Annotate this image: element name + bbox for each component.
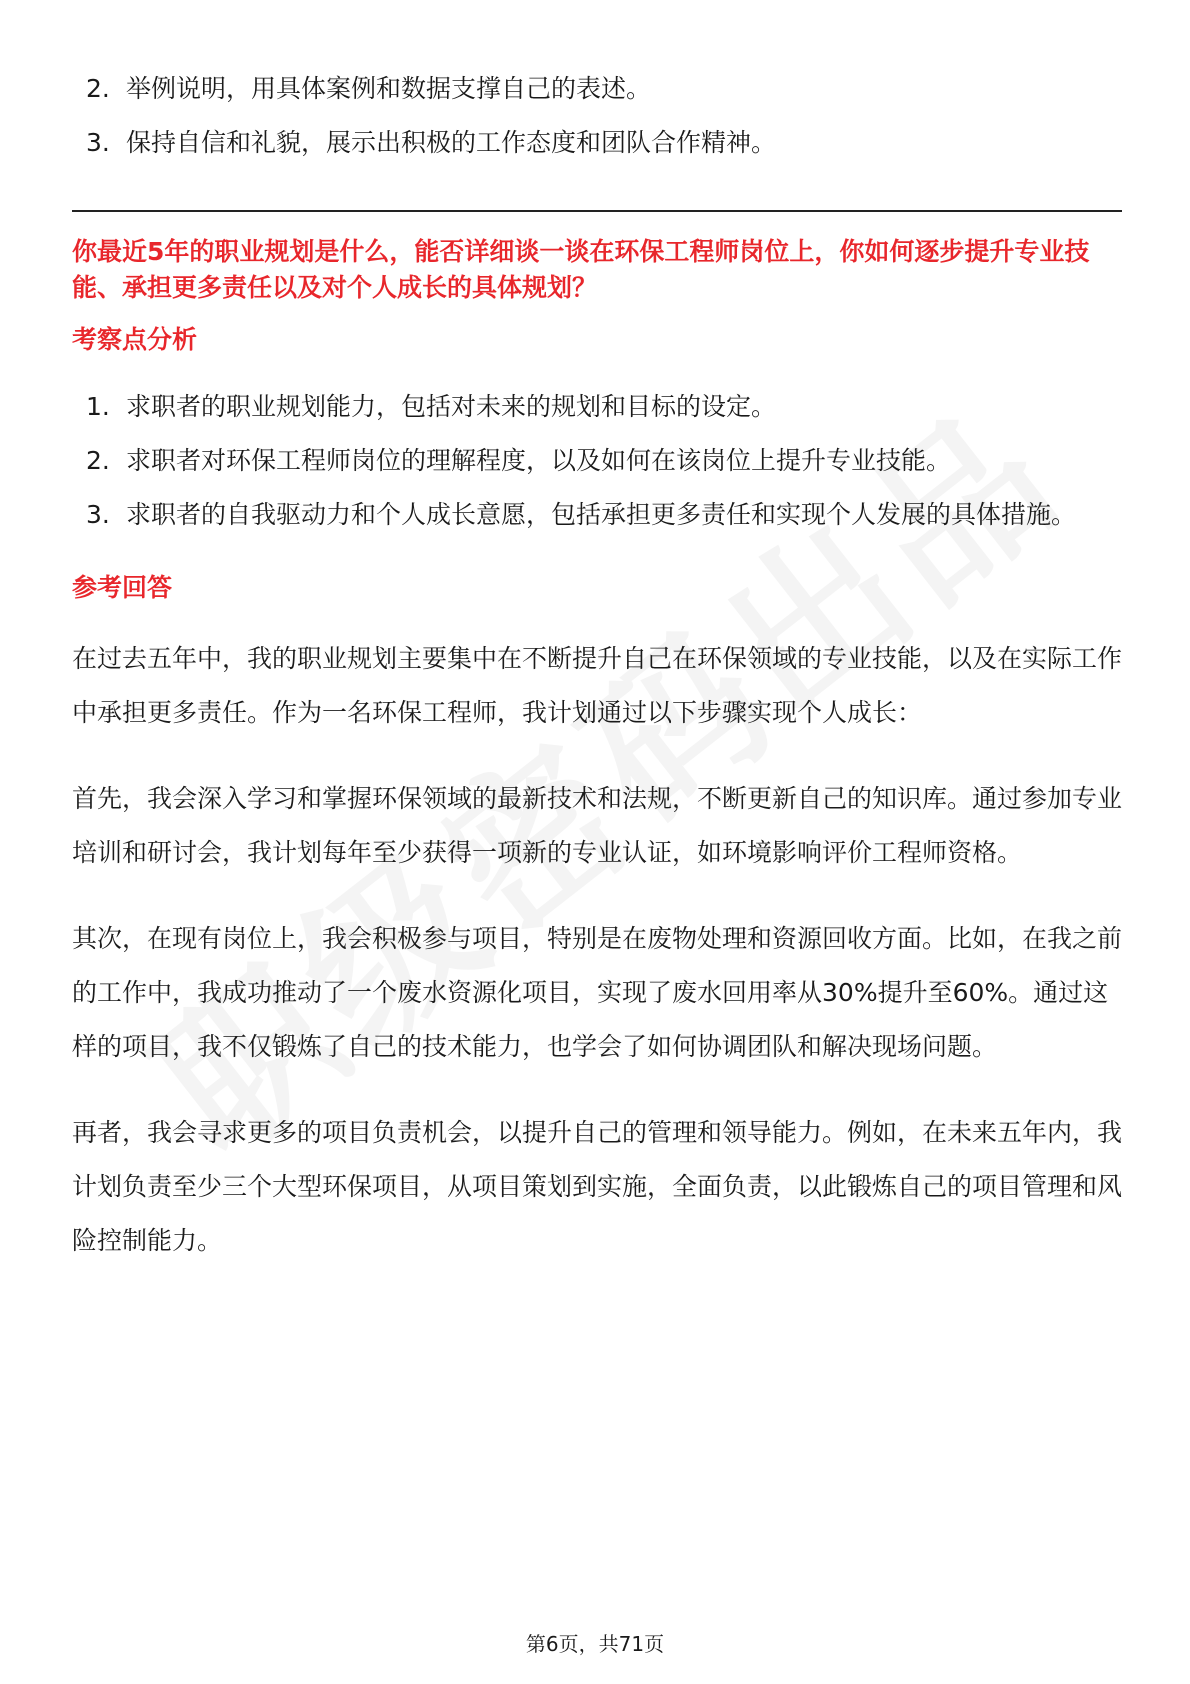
answer-paragraph: 其次，在现有岗位上，我会积极参与项目，特别是在废物处理和资源回收方面。比如，在我之前的工作中，我成功推动了一个废水资源化项目，实现了废水回用率从30%提升至60%。通过这样的项目，我不仅锻炼了自己的技术能力，也学会了如何协调团队和解决现场问题。 <box>72 924 1123 1061</box>
list-item <box>72 62 1122 116</box>
list-item-number: 1. <box>86 392 110 421</box>
analysis-list <box>72 380 1122 542</box>
list-item-text: 求职者对环保工程师岗位的理解程度，以及如何在该岗位上提升专业技能。 <box>126 446 952 475</box>
list-item-text: 求职者的自我驱动力和个人成长意愿，包括承担更多责任和实现个人发展的具体措施。 <box>126 500 1077 529</box>
answer-heading: 参考回答 <box>72 573 173 602</box>
list-item-text: 举例说明，用具体案例和数据支撑自己的表述。 <box>126 74 652 103</box>
page-content <box>72 62 1122 1300</box>
list-item <box>72 116 1122 170</box>
list-item-number: 2. <box>86 446 110 475</box>
list-item <box>72 434 1122 488</box>
list-item-text: 保持自信和礼貌，展示出积极的工作态度和团队合作精神。 <box>126 128 777 157</box>
list-item-number: 3. <box>86 128 110 157</box>
answer-paragraph: 再者，我会寻求更多的项目负责机会，以提升自己的管理和领导能力。例如，在未来五年内，我计划负责至少三个大型环保项目，从项目策划到实施，全面负责，以此锻炼自己的项目管理和风险控制能力。 <box>72 1118 1123 1255</box>
list-item <box>72 380 1122 434</box>
analysis-heading: 考察点分析 <box>72 325 198 354</box>
top-tips-list <box>72 62 1122 170</box>
page-number-footer: 第6页，共71页 <box>525 1632 665 1656</box>
list-item-number: 2. <box>86 74 110 103</box>
answer-paragraph: 在过去五年中，我的职业规划主要集中在不断提升自己在环保领域的专业技能，以及在实际工作中承担更多责任。作为一名环保工程师，我计划通过以下步骤实现个人成长： <box>72 644 1123 727</box>
interview-question: 你最近5年的职业规划是什么，能否详细谈一谈在环保工程师岗位上，你如何逐步提升专业技能、承担更多责任以及对个人成长的具体规划？ <box>72 237 1090 302</box>
section-divider <box>72 210 1122 212</box>
list-item <box>72 488 1122 542</box>
answer-paragraph: 首先，我会深入学习和掌握环保领域的最新技术和法规，不断更新自己的知识库。通过参加专业培训和研讨会，我计划每年至少获得一项新的专业认证，如环境影响评价工程师资格。 <box>72 784 1123 867</box>
list-item-text: 求职者的职业规划能力，包括对未来的规划和目标的设定。 <box>126 392 777 421</box>
list-item-number: 3. <box>86 500 110 529</box>
